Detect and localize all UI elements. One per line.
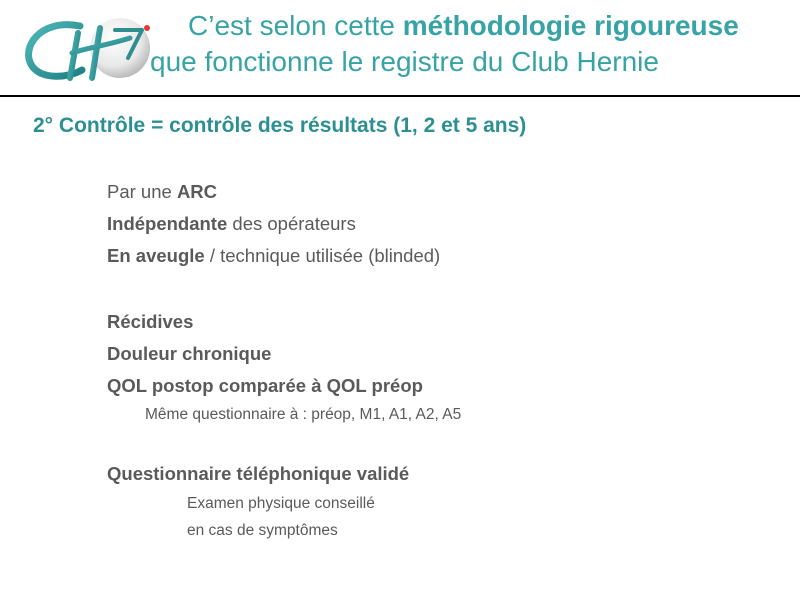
blinded-line	[107, 245, 440, 267]
arc-line-prefix: Par une	[107, 181, 177, 202]
arc-line-emphasis: ARC	[176, 181, 218, 202]
questionnaire-subitem-2: en cas de symptômes	[187, 522, 338, 539]
qol-subitem: Même questionnaire à : préop, M1, A1, A2, A5	[145, 406, 462, 423]
outcome-chronic-pain: Douleur chronique	[107, 343, 272, 364]
blinded-emphasis: En aveugle	[107, 245, 205, 266]
header-divider	[0, 95, 800, 97]
blinded-rest: / technique utilisée (blinded)	[204, 245, 441, 266]
arc-line	[107, 181, 217, 203]
outcome-qol: QOL postop comparée à QOL préop	[107, 375, 423, 396]
independent-line	[107, 213, 356, 235]
title-line-1-emphasis: méthodologie rigoureuse	[402, 10, 739, 41]
title-line-2: que fonctionne le registre du Club Hernie	[150, 46, 659, 77]
independent-rest: des opérateurs	[227, 213, 356, 234]
title-line-1-prefix: C’est selon cette	[188, 10, 403, 41]
slide-title	[150, 8, 795, 80]
independent-emphasis: Indépendante	[107, 213, 228, 234]
questionnaire-subitem-1: Examen physique conseillé	[187, 495, 375, 512]
club-hernie-logo	[20, 8, 160, 88]
phone-questionnaire-heading: Questionnaire téléphonique validé	[107, 463, 410, 484]
title-line-1	[150, 8, 795, 44]
section-heading: 2° Contrôle = contrôle des résultats (1, 2 et 5 ans)	[33, 114, 527, 137]
ch-logo-icon	[20, 8, 160, 88]
outcome-recurrence: Récidives	[107, 311, 194, 332]
